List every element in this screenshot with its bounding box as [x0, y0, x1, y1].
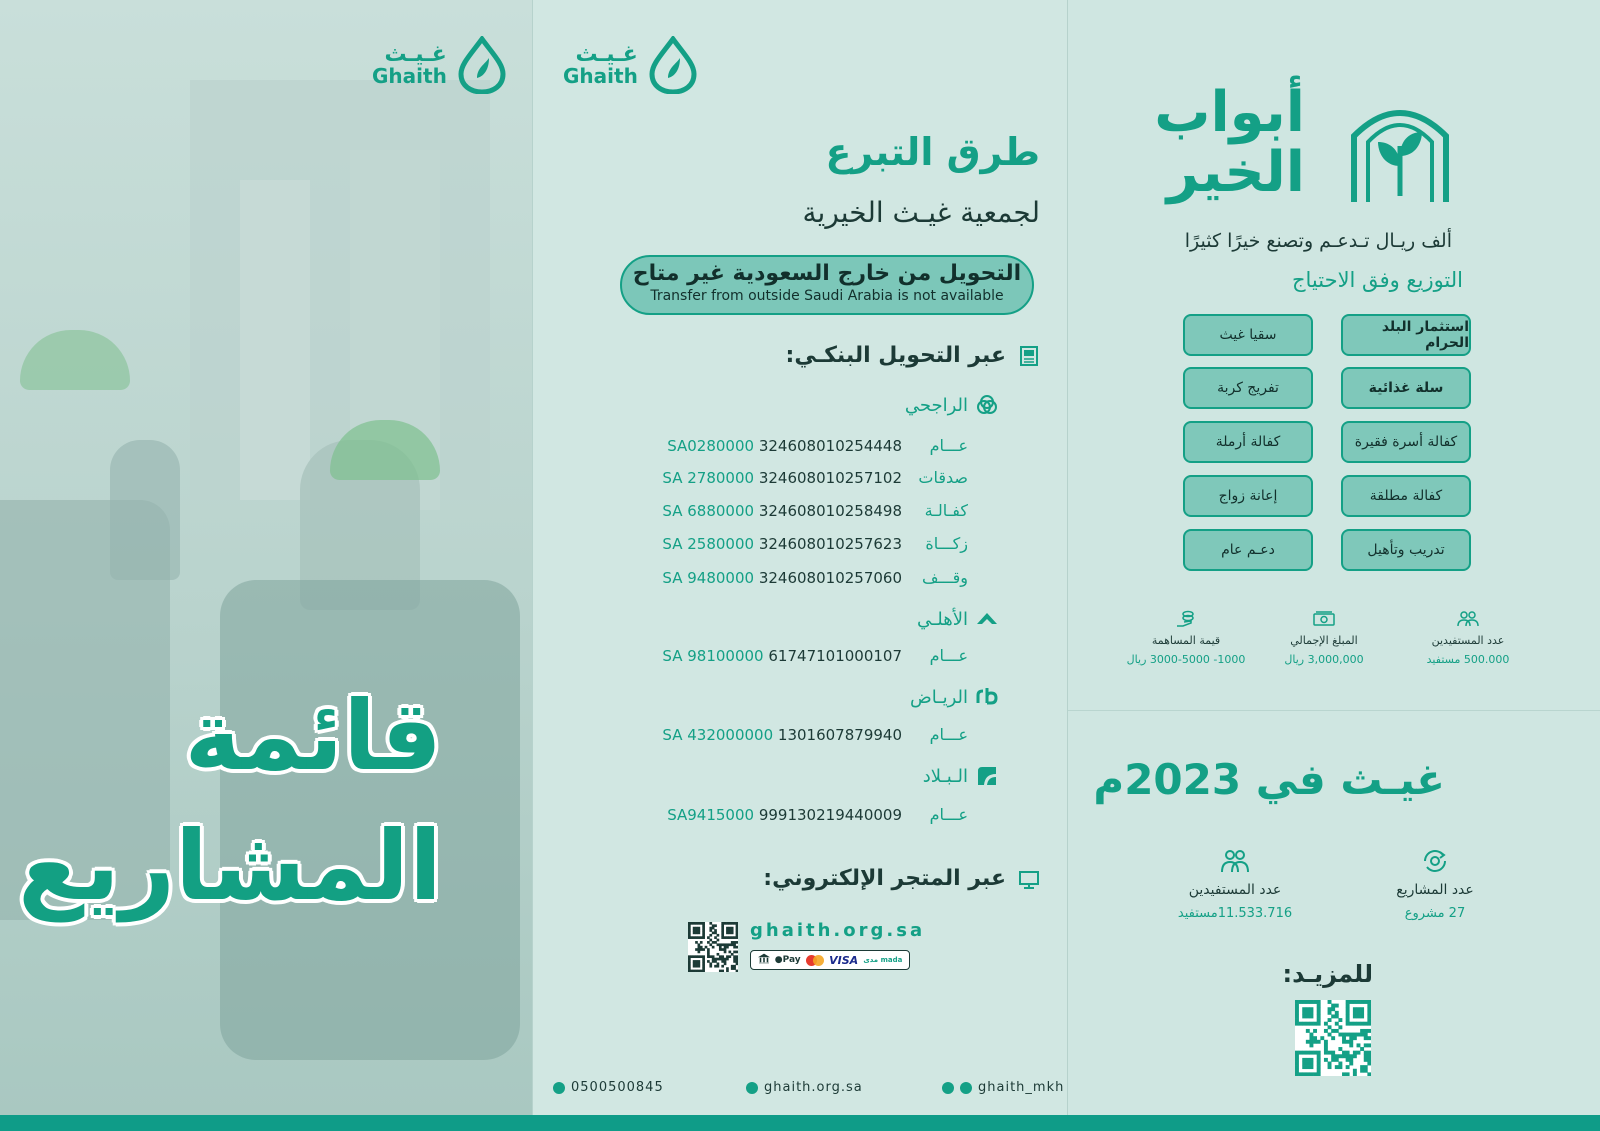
cover-title-line1: قائمة — [184, 680, 442, 792]
iban-number: SA0280000 324608010254448 — [667, 436, 902, 455]
phone-icon — [553, 1082, 565, 1094]
account-row — [662, 534, 968, 553]
projects-tagline: ألف ريـال تـدعـم وتصنع خيرًا كثيرًا — [1184, 230, 1452, 252]
more-info-qr-code[interactable] — [1295, 1000, 1371, 1076]
bank-name-label: الـبـلاد — [922, 765, 968, 787]
mastercard-icon — [806, 955, 824, 966]
store-link[interactable]: ghaith.org.sa — [750, 920, 926, 941]
project-chip[interactable]: تدريب وتأهيل — [1341, 529, 1471, 571]
cover-title-line2: المشاريع — [18, 810, 442, 922]
bank-transfer-label: عبر التحويل البنكـي: — [785, 343, 1006, 368]
drop-logo-icon — [648, 36, 698, 94]
snapchat-icon — [960, 1082, 972, 1094]
account-row — [662, 725, 968, 744]
albilad-logo-icon — [976, 765, 998, 787]
iban-number: SA 2580000 324608010257623 — [662, 534, 902, 553]
project-chip[interactable]: استثمار البلد الحرام — [1341, 314, 1471, 356]
page-subtitle: لجمعية غيـث الخيرية — [802, 196, 1040, 229]
account-type: عـــام — [929, 436, 968, 455]
project-chip[interactable]: تفريج كربة — [1183, 367, 1313, 409]
logo-text-en: Ghaith — [372, 64, 447, 89]
project-chip[interactable]: كفالة مطلقة — [1341, 475, 1471, 517]
people-icon — [1457, 610, 1479, 628]
background-photo-cap — [20, 330, 130, 390]
iban-number: SA 2780000 324608010257102 — [662, 468, 902, 487]
account-row — [662, 468, 968, 487]
hand-coin-icon — [1175, 610, 1197, 628]
stat-total-amount: المبلغ الإجمالي 3,000,000 ريال — [1259, 610, 1389, 666]
footer-website[interactable]: ghaith.org.sa — [746, 1080, 863, 1095]
store-qr-code[interactable] — [688, 922, 738, 972]
account-type: زكـــاة — [925, 534, 968, 553]
project-chip[interactable]: كفالة أسرة فقيرة — [1341, 421, 1471, 463]
online-store-heading — [763, 866, 1040, 891]
visa-icon: VISA — [829, 953, 859, 967]
bank-name-label: الأهلـي — [917, 608, 968, 630]
logo-text-ar: غـيـث — [575, 41, 638, 67]
globe-icon — [746, 1082, 758, 1094]
alrajhi-logo-icon — [976, 394, 998, 416]
house-leaf-logo-icon — [1348, 96, 1452, 206]
projects-title-line2: الخير — [1166, 140, 1305, 205]
account-row — [662, 501, 968, 520]
money-icon — [1313, 610, 1335, 628]
iban-number: SA 432000000 1301607879940 — [662, 725, 902, 744]
project-chip[interactable]: إعانة زواج — [1183, 475, 1313, 517]
account-type: عـــام — [929, 725, 968, 744]
distribution-label: التوزيع وفق الاحتياج — [1291, 268, 1463, 292]
gear-cycle-icon — [1421, 848, 1449, 874]
stat-projects-count: عدد المشاريع 27 مشروع — [1350, 848, 1520, 921]
background-photo-building — [190, 80, 490, 500]
bank-building-icon — [1018, 345, 1040, 367]
monitor-icon — [1018, 868, 1040, 890]
bottom-brand-strip — [0, 1115, 1600, 1131]
ghaith-logo — [563, 36, 698, 94]
project-chip[interactable]: سقيا غيث — [1183, 314, 1313, 356]
notice-badge — [620, 255, 1034, 315]
account-row — [667, 805, 968, 824]
bank-name-label: الراجحي — [904, 394, 968, 416]
project-chip[interactable]: دعـم عام — [1183, 529, 1313, 571]
project-chip[interactable]: سلة غذائية — [1341, 367, 1471, 409]
projects-panel — [1068, 0, 1600, 1115]
account-type: عـــام — [929, 805, 968, 824]
project-chip[interactable]: كفالة أرملة — [1183, 421, 1313, 463]
page-title: طرق التبرع — [825, 130, 1040, 174]
account-type: عـــام — [929, 646, 968, 665]
stat-contribution: قيمة المساهمة 1000- 3000-5000 ريال — [1121, 610, 1251, 666]
background-photo-tower — [240, 180, 310, 500]
account-type: كفـالـة — [924, 501, 968, 520]
bank-riyad — [910, 686, 998, 708]
year-title: غيـث في 2023م — [1093, 755, 1445, 804]
more-info-label: للمزيـد: — [1282, 960, 1373, 988]
account-type: صدقات — [918, 468, 968, 487]
stat-beneficiaries-2023: عدد المستفيدين 11.533.716مستفيد — [1150, 848, 1320, 921]
alahli-logo-icon — [976, 608, 998, 630]
stat-beneficiaries: عدد المستفيدين 500.000 مستفيد — [1403, 610, 1533, 666]
bank-transfer-icon — [758, 953, 770, 967]
iban-number: SA 98100000 61747101000107 — [662, 646, 902, 665]
account-type: وقـــف — [922, 568, 968, 587]
account-row — [662, 568, 968, 587]
iban-number: SA 9480000 324608010257060 — [662, 568, 902, 587]
iban-number: SA9415000 999130219440009 — [667, 805, 902, 824]
footer-social[interactable]: ghaith_mkh — [942, 1080, 1064, 1095]
logo-text-en: Ghaith — [563, 64, 638, 89]
cover-panel — [0, 0, 532, 1115]
ghaith-logo — [372, 36, 507, 94]
bank-name-label: الريـاض — [910, 686, 968, 708]
drop-logo-icon — [457, 36, 507, 94]
online-store-label: عبر المتجر الإلكتروني: — [763, 866, 1006, 891]
bank-transfer-heading — [786, 343, 1040, 368]
footer-phone[interactable]: 0500500845 — [553, 1080, 664, 1095]
people-icon — [1221, 848, 1249, 874]
bank-albilad — [923, 765, 998, 787]
logo-text-ar: غـيـث — [384, 41, 447, 67]
account-row — [667, 436, 968, 455]
section-divider — [1068, 710, 1600, 711]
account-row — [662, 646, 968, 665]
apple-pay-icon: ●Pay — [774, 955, 801, 965]
iban-number: SA 6880000 324608010258498 — [662, 501, 902, 520]
payment-methods-strip — [750, 950, 910, 970]
x-social-icon — [942, 1082, 954, 1094]
riyad-bank-logo-icon — [976, 686, 998, 708]
notice-text-en: Transfer from outside Saudi Arabia is not available — [650, 288, 1004, 304]
mada-icon: مدى mada — [863, 956, 903, 964]
bank-alrajhi — [905, 394, 998, 416]
projects-title-line1: أبواب — [1154, 80, 1305, 145]
bank-alahli — [917, 608, 998, 630]
notice-text-ar: التحويل من خارج السعودية غير متاح — [632, 261, 1022, 286]
